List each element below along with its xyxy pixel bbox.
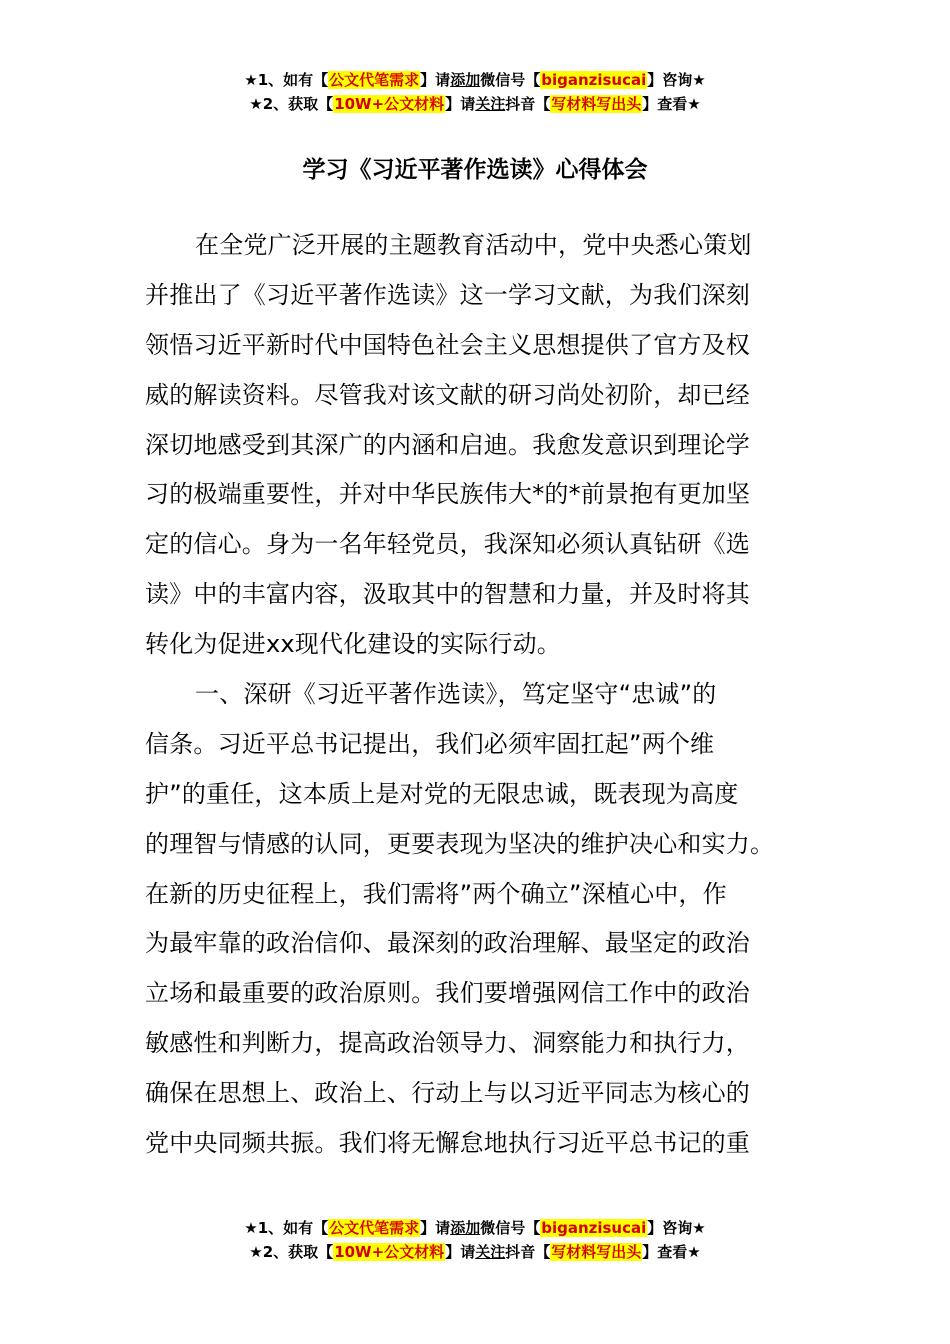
- text-line: 的理智与情感的认同，更要表现为坚决的维护决心和实力。: [145, 829, 775, 858]
- text-line: 转化为促进xx现代化建设的实际行动。: [145, 630, 562, 659]
- text-line: 一、深研《习近平著作选读》，笃定坚守“忠诚”的: [195, 680, 717, 709]
- text-line: 为最牢靠的政治信仰、最深刻的政治理解、最坚定的政治: [145, 929, 750, 958]
- document-body: [145, 221, 800, 1169]
- highlight: 10W+公文材料: [334, 1243, 445, 1261]
- highlight: biganzisucai: [541, 71, 647, 89]
- text-line: 敏感性和判断力，提高政治领导力、洞察能力和执行力，: [145, 1029, 750, 1058]
- text-line: 领悟习近平新时代中国特色社会主义思想提供了官方及权: [145, 330, 750, 359]
- promo-line-2: ★2、获取【10W+公文材料】请关注抖音【写材料写出头】查看★: [249, 95, 701, 113]
- highlight: 写材料写出头: [551, 95, 642, 113]
- promo-banner-top: [0, 68, 950, 116]
- highlight: 10W+公文材料: [334, 95, 445, 113]
- text-line: 习的极端重要性，并对中华民族伟大*的*前景抱有更加坚: [145, 480, 751, 509]
- text-line: 立场和最重要的政治原则。我们要增强网信工作中的政治: [145, 979, 750, 1008]
- highlight: 公文代笔需求: [329, 71, 420, 89]
- text-line: 读》中的丰富内容，汲取其中的智慧和力量，并及时将其: [145, 580, 750, 609]
- highlight: 写材料写出头: [551, 1243, 642, 1261]
- text-line: 深切地感受到其深广的内涵和启迪。我愈发意识到理论学: [145, 430, 750, 459]
- promo-line-1: ★1、如有【公文代笔需求】请添加微信号【biganzisucai】咨询★: [244, 71, 706, 89]
- text-line: 定的信心。身为一名年轻党员，我深知必须认真钻研《选: [145, 530, 750, 559]
- document-title: 学习《习近平著作选读》心得体会: [302, 157, 648, 183]
- text-line: 威的解读资料。尽管我对该文献的研习尚处初阶，却已经: [145, 380, 750, 409]
- text-line: 信条。习近平总书记提出，我们必须牢固扛起”两个维: [145, 729, 715, 758]
- highlight: biganzisucai: [541, 1219, 647, 1237]
- highlight: 公文代笔需求: [329, 1219, 420, 1237]
- promo-line-1: ★1、如有【公文代笔需求】请添加微信号【biganzisucai】咨询★: [244, 1219, 706, 1237]
- text-line: 护”的重任，这本质上是对党的无限忠诚，既表现为高度: [145, 779, 739, 808]
- promo-banner-bottom: [0, 1216, 950, 1264]
- text-line: 在全党广泛开展的主题教育活动中，党中央悉心策划: [195, 231, 752, 259]
- text-line: 在新的历史征程上，我们需将”两个确立”深植心中，作: [145, 879, 727, 908]
- text-line: 确保在思想上、政治上、行动上与以习近平同志为核心的: [145, 1079, 750, 1108]
- promo-line-2: ★2、获取【10W+公文材料】请关注抖音【写材料写出头】查看★: [249, 1243, 701, 1261]
- text-line: 党中央同频共振。我们将无懈怠地执行习近平总书记的重: [145, 1129, 750, 1158]
- text-line: 并推出了《习近平著作选读》这一学习文献，为我们深刻: [145, 280, 750, 309]
